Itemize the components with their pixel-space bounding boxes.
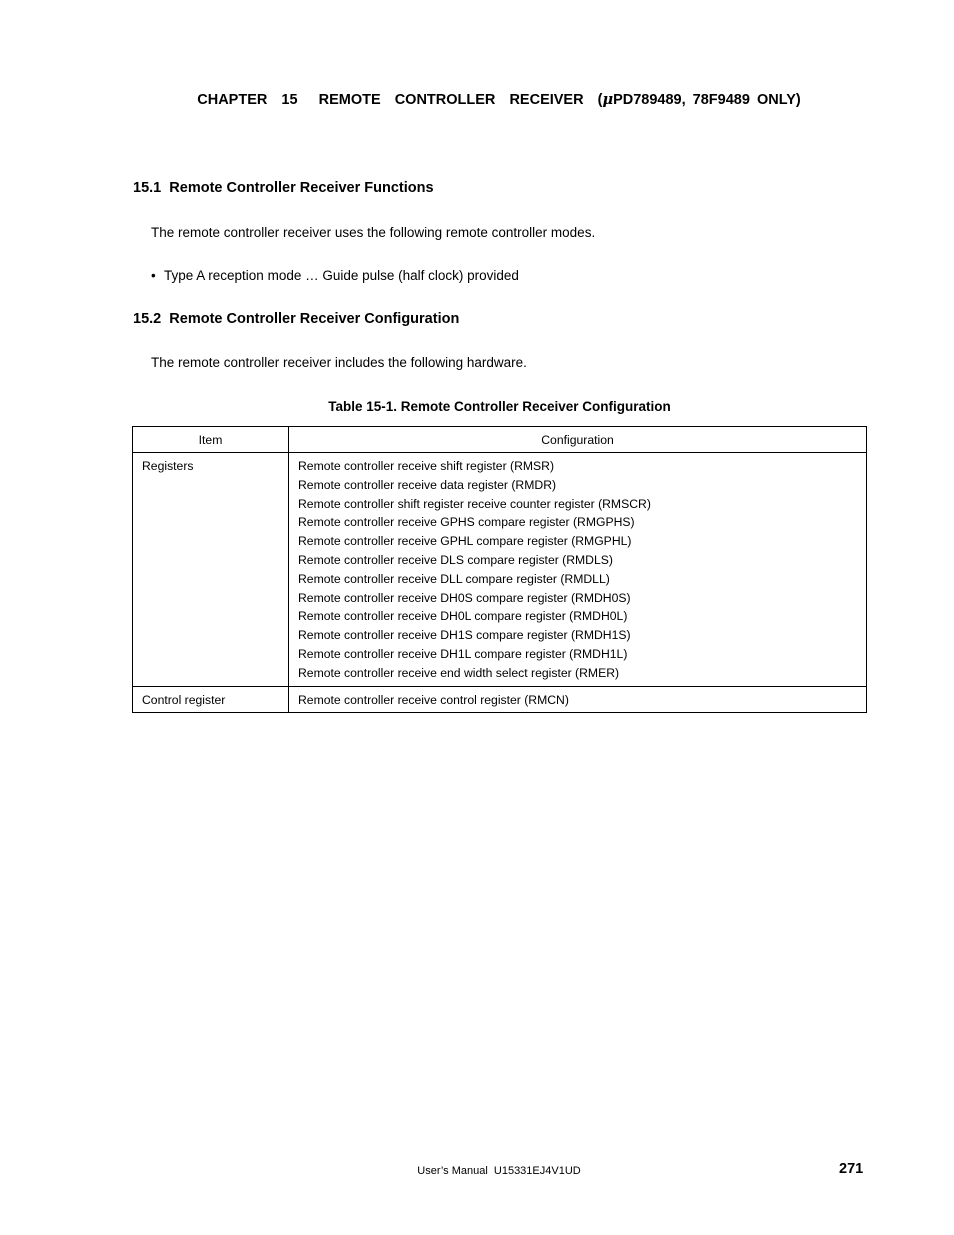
register-line: Remote controller receive GPHS compare register (RMGPHS) xyxy=(298,515,635,530)
mode-bullet-item xyxy=(151,268,519,283)
register-line: Remote controller receive DLS compare register (RMDLS) xyxy=(298,552,613,567)
page-number: 271 xyxy=(839,1161,864,1177)
section-heading-15-2: 15.2 Remote Controller Receiver Configuration xyxy=(133,311,460,327)
table-row xyxy=(133,686,867,713)
chapter-header xyxy=(0,91,954,108)
footer-manual-id: User’s Manual U15331EJ4V1UD xyxy=(417,1165,581,1177)
table-cell-configuration xyxy=(289,453,867,687)
table-header-row xyxy=(133,427,867,453)
column-header-configuration: Configuration xyxy=(289,427,867,453)
section-15-1-body: The remote controller receiver uses the following remote controller modes. xyxy=(151,225,596,240)
register-line: Remote controller receive data register (RMDR) xyxy=(298,477,557,492)
section-15-2-body: The remote controller receiver includes the following hardware. xyxy=(151,355,527,370)
register-line: Remote controller receive GPHL compare register (RMGPHL) xyxy=(298,534,632,549)
table-cell-configuration xyxy=(289,686,867,713)
bullet-mark: • xyxy=(151,268,156,283)
table-row xyxy=(133,453,867,687)
register-line: Remote controller receive DH0L compare register (RMDH0L) xyxy=(298,609,628,624)
register-line: Remote controller receive DLL compare register (RMDLL) xyxy=(298,571,610,586)
column-header-item: Item xyxy=(133,427,289,453)
chapter-title-suffix: PD789489, 78F9489 ONLY) xyxy=(613,92,801,108)
table-caption: Table 15-1. Remote Controller Receiver Configuration xyxy=(328,399,671,414)
configuration-table xyxy=(132,426,867,713)
section-heading-15-1: 15.1 Remote Controller Receiver Functions xyxy=(133,180,434,196)
table-cell-item: Control register xyxy=(133,686,289,713)
register-line: Remote controller receive end width select register (RMER) xyxy=(298,665,620,680)
register-line: Remote controller shift register receive counter register (RMSCR) xyxy=(298,496,651,511)
chapter-title: CHAPTER 15 REMOTE CONTROLLER RECEIVER ( xyxy=(197,92,603,108)
mu-symbol: μ xyxy=(602,91,614,108)
register-line: Remote controller receive control register (RMCN) xyxy=(298,692,569,707)
register-line: Remote controller receive DH1S compare register (RMDH1S) xyxy=(298,628,631,643)
register-line: Remote controller receive DH0S compare register (RMDH0S) xyxy=(298,590,631,605)
register-line: Remote controller receive shift register (RMSR) xyxy=(298,459,555,473)
bullet-text: Type A reception mode … Guide pulse (half clock) provided xyxy=(164,268,519,283)
table-cell-item: Registers xyxy=(133,453,289,687)
register-line: Remote controller receive DH1L compare register (RMDH1L) xyxy=(298,646,628,661)
